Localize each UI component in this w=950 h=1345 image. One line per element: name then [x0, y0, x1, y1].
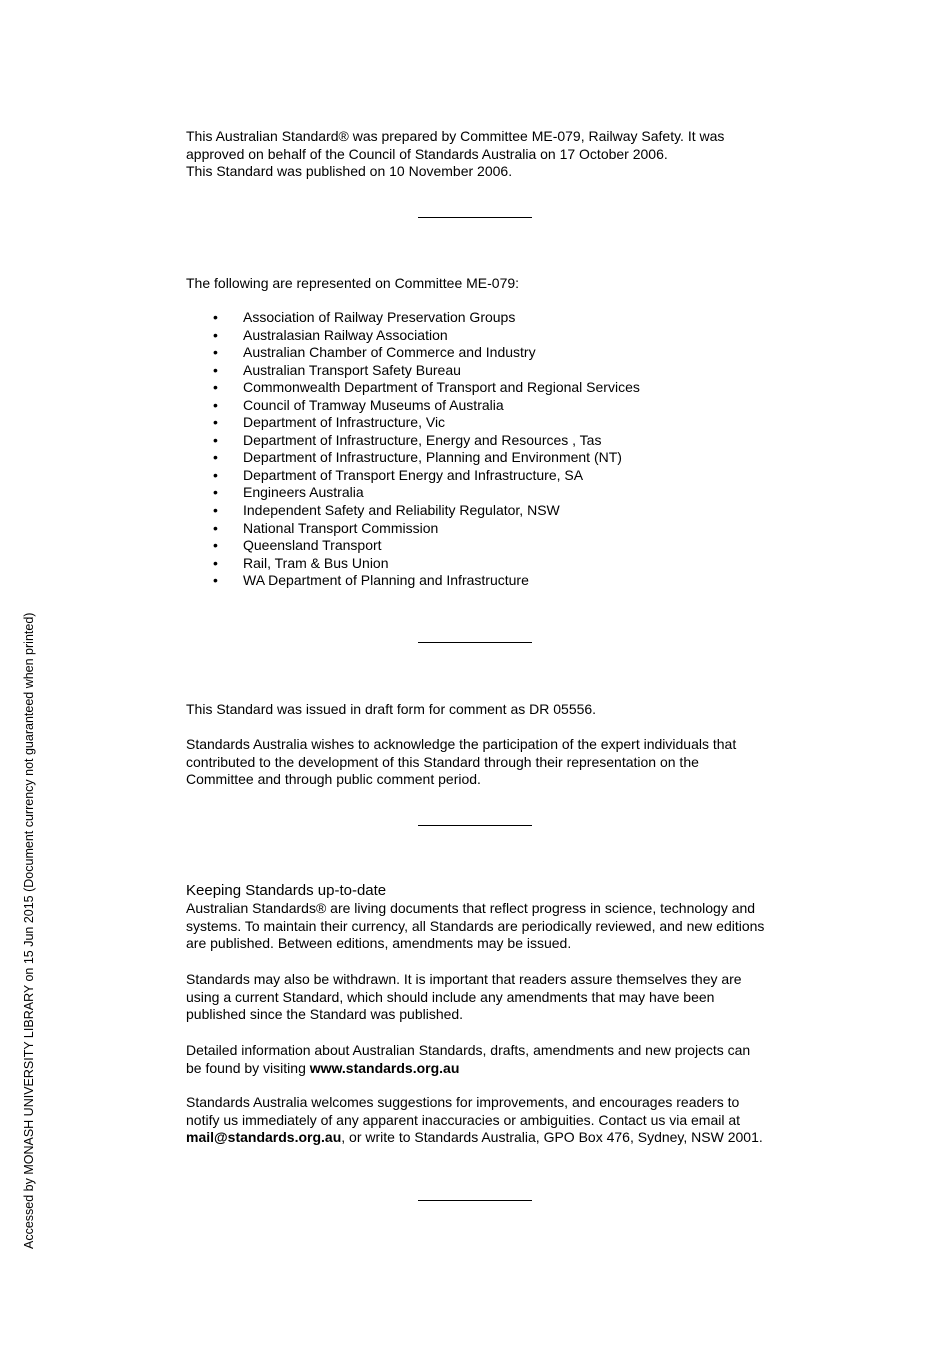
list-item: • Council of Tramway Museums of Australia	[213, 396, 504, 413]
list-item: • Engineers Australia	[213, 484, 364, 501]
bullet-icon: •	[213, 537, 218, 554]
bullet-icon: •	[213, 431, 218, 448]
email-link[interactable]: mail@standards.org.au	[186, 1129, 342, 1146]
bullet-icon: •	[213, 554, 218, 571]
bullet-icon: •	[213, 572, 218, 589]
list-item: • Australian Transport Safety Bureau	[213, 361, 461, 378]
acknowledgement-paragraph: Standards Australia wishes to acknowledge the participation of the expert individuals that contributed to the development of this Standard through their representation on the Committee and through public comment period.	[186, 736, 737, 788]
list-item: • Queensland Transport	[213, 537, 382, 554]
list-item: • Department of Infrastructure, Planning and Environment (NT)	[213, 449, 622, 466]
committee-member-list	[186, 309, 640, 590]
intro-paragraph	[186, 128, 776, 181]
uptodate-section: Keeping Standards up-to-date Australian Standards® are living documents that reflect progress in science, technology and systems. To maintain their currency, all Standards are periodically reviewed, and new editions are published. Between editions, amendments may be issued.	[186, 882, 776, 953]
bullet-icon: •	[213, 466, 218, 483]
list-item: • Department of Infrastructure, Vic	[213, 414, 446, 431]
list-item: • Australasian Railway Association	[213, 326, 448, 343]
suggestions-paragraph: Standards Australia welcomes suggestions for improvements, and encourages readers to notify us immediately of any apparent inaccuracies or ambiguities. Contact us via email at mail@standards.org.au, or write to Standards Australia, GPO Box 476, Sydney, NSW 2001.	[186, 1094, 763, 1146]
bullet-icon: •	[213, 309, 218, 325]
bullet-icon: •	[213, 326, 218, 343]
bullet-icon: •	[213, 361, 218, 378]
bullet-icon: •	[213, 519, 218, 536]
list-item: • Rail, Tram & Bus Union	[213, 554, 389, 571]
list-item: • Australian Chamber of Commerce and Industry	[213, 344, 536, 361]
list-item: • National Transport Commission	[213, 519, 439, 536]
list-item: • Independent Safety and Reliability Regulator, NSW	[213, 502, 560, 519]
list-item: • WA Department of Planning and Infrastructure	[213, 572, 529, 589]
bullet-icon: •	[213, 502, 218, 519]
info-paragraph: Detailed information about Australian Standards, drafts, amendments and new projects can be found by visiting www.standards.org.au	[186, 1042, 751, 1076]
website-link[interactable]: www.standards.org.au	[309, 1059, 460, 1076]
section-divider	[418, 642, 532, 643]
intro-line: This Standard was published on 10 November 2006.	[186, 163, 513, 180]
committee-heading: The following are represented on Committee ME-079:	[186, 275, 520, 291]
bullet-icon: •	[213, 344, 218, 361]
section-divider	[418, 1200, 532, 1201]
intro-line: approved on behalf of the Council of Standards Australia on 17 October 2006.	[186, 145, 668, 162]
access-watermark: Accessed by MONASH UNIVERSITY LIBRARY on 15 Jun 2015 (Document currency not guaranteed when printed)	[22, 612, 36, 1249]
bullet-icon: •	[213, 396, 218, 413]
list-item: • Commonwealth Department of Transport and Regional Services	[213, 379, 640, 396]
draft-paragraph: This Standard was issued in draft form for comment as DR 05556.	[186, 701, 597, 717]
section-heading: Keeping Standards up-to-date	[186, 882, 387, 899]
section-divider	[418, 825, 532, 826]
section-divider	[418, 217, 532, 218]
list-item: • Department of Transport Energy and Infrastructure, SA	[213, 466, 584, 483]
withdrawn-paragraph: Standards may also be withdrawn. It is important that readers assure themselves they are using a current Standard, which should include any amendments that may have been published since the Standard was published.	[186, 971, 742, 1023]
bullet-icon: •	[213, 414, 218, 431]
bullet-icon: •	[213, 379, 218, 396]
bullet-icon: •	[213, 449, 218, 466]
list-item: • Department of Infrastructure, Energy and Resources , Tas	[213, 431, 602, 448]
intro-line: This Australian Standard® was prepared by Committee ME-079, Railway Safety. It was	[186, 128, 725, 144]
list-item: • Association of Railway Preservation Groups	[213, 309, 516, 325]
bullet-icon: •	[213, 484, 218, 501]
